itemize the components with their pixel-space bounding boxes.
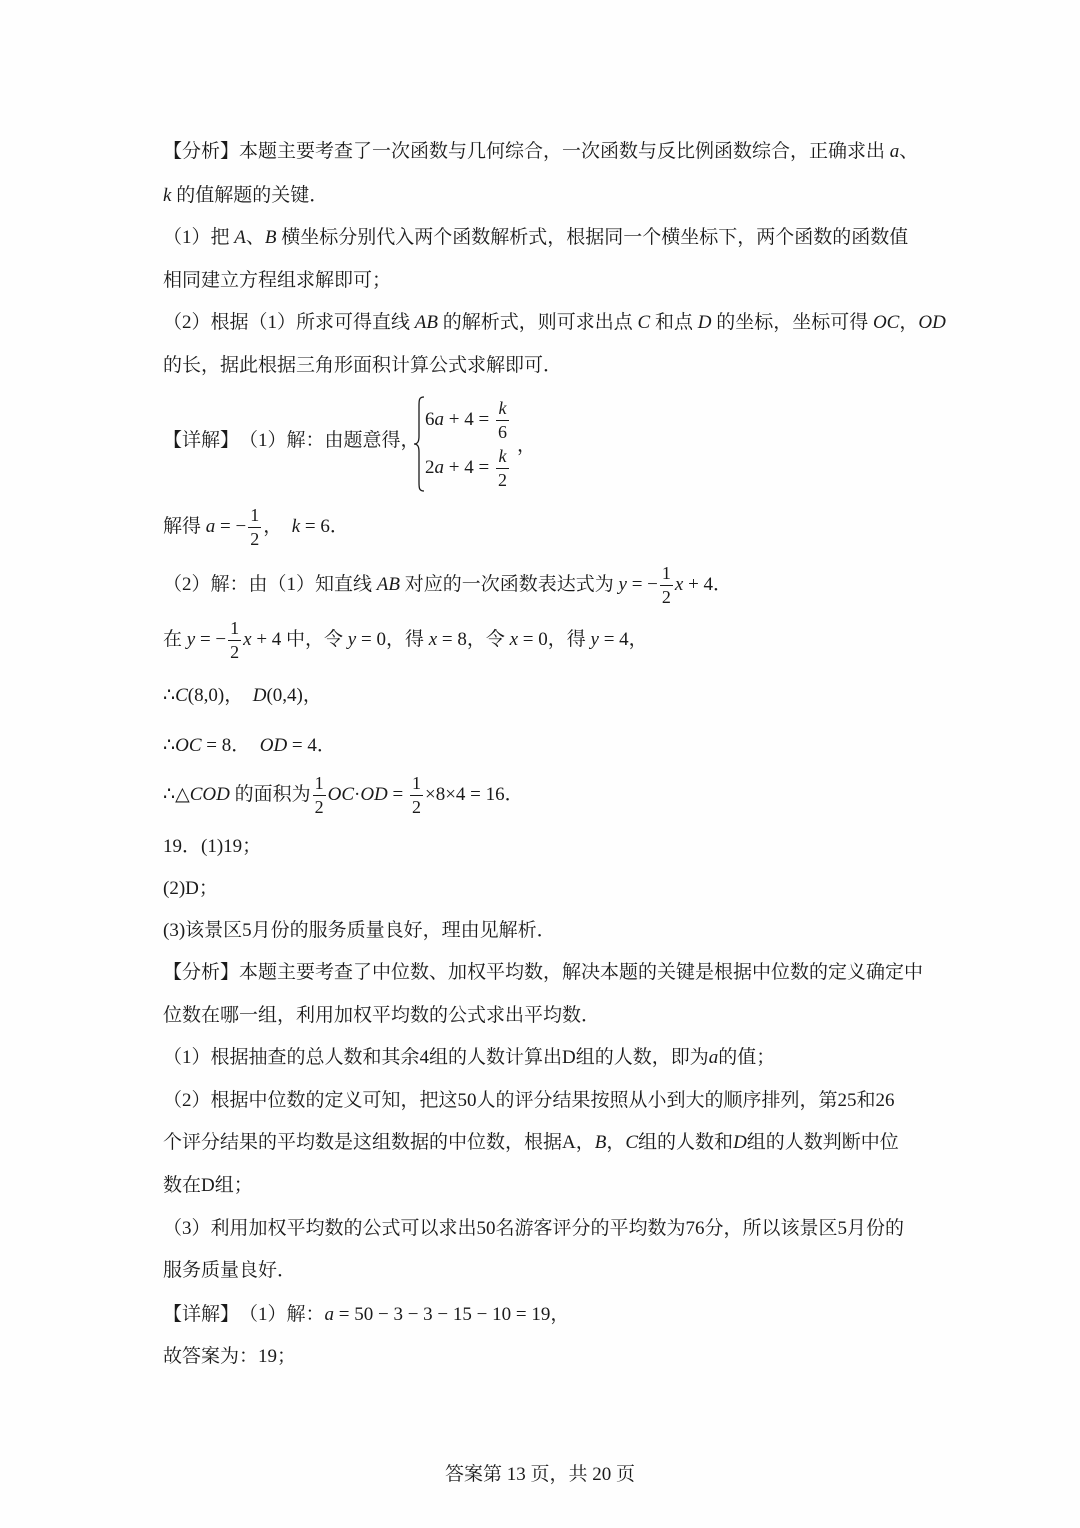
answer-text: 故答案为：19； xyxy=(163,1346,297,1367)
variable-AB: AB xyxy=(376,574,400,595)
detail-label: 【详解】 xyxy=(163,430,240,451)
coordinate-value: (0,4) xyxy=(266,685,303,706)
punctuation: 、 xyxy=(245,227,265,248)
answer-text: 19．(1)19； xyxy=(163,836,262,857)
analysis-label: 【分析】 xyxy=(163,962,240,983)
step-text: 个评分结果的平均数是这组数据的中位数，根据A， xyxy=(163,1132,595,1153)
fraction-numerator: 1 xyxy=(661,562,671,583)
variable-a: a xyxy=(324,1304,335,1325)
segment-OD: OD xyxy=(259,735,288,756)
detail-text: 在 xyxy=(163,629,187,650)
variable-y: y xyxy=(347,629,357,650)
fraction-one-half xyxy=(660,564,673,607)
step-text: 数在D组； xyxy=(163,1175,253,1196)
point-D: D xyxy=(252,685,267,706)
punctuation: ， xyxy=(516,435,536,456)
detail-text: = 0，得 xyxy=(518,629,591,650)
punctuation: ， xyxy=(302,685,322,706)
math-operator: = 8． xyxy=(201,735,260,756)
coordinate-value: (8,0) xyxy=(187,685,225,706)
detail-label: 【详解】 xyxy=(163,1304,240,1325)
math-operator: = − xyxy=(215,516,247,537)
variable-k: k xyxy=(163,185,172,206)
fraction-denominator: 2 xyxy=(661,586,671,607)
step-text: 相同建立方程组求解即可； xyxy=(163,270,392,291)
variable-y: y xyxy=(186,629,196,650)
variable-k: k xyxy=(291,516,301,537)
punctuation: ， xyxy=(263,516,292,537)
step-text: 组的人数和 xyxy=(638,1132,734,1153)
left-brace-icon xyxy=(413,396,425,492)
step-text: 的坐标，坐标可得 xyxy=(711,312,873,333)
point-C: C xyxy=(175,685,188,706)
coefficient: 2 xyxy=(425,457,435,478)
detail-text: = 0，得 xyxy=(356,629,429,650)
q18-detail-area xyxy=(163,770,524,820)
detail-text: （2）解：由（1）知直线 xyxy=(163,574,377,595)
fraction-denominator: 2 xyxy=(497,469,507,490)
q18-detail-step2-line-1 xyxy=(163,560,732,610)
fraction-numerator: k xyxy=(498,445,507,466)
math-operator: = 4． xyxy=(287,735,336,756)
equation-system xyxy=(413,396,536,492)
fraction-numerator: 1 xyxy=(250,504,260,525)
analysis-label: 【分析】 xyxy=(163,141,240,162)
variable-OD: OD xyxy=(918,312,946,333)
triangle-COD: COD xyxy=(189,784,230,805)
equation-row-1 xyxy=(425,396,511,444)
step-text: 的长，据此根据三角形面积计算公式求解即可． xyxy=(163,355,563,376)
punctuation: 、 xyxy=(899,141,919,162)
analysis-text: 本题主要考查了中位数、加权平均数，解决本题的关键是根据中位数的定义确定中 xyxy=(239,962,924,983)
q18-detail-coordinates xyxy=(163,671,322,721)
analysis-text: 位数在哪一组，利用加权平均数的公式求出平均数． xyxy=(163,1005,601,1026)
detail-text: （1）解：由题意得， xyxy=(239,430,420,451)
variable-x: x xyxy=(243,629,252,650)
fraction-denominator: 2 xyxy=(412,796,421,817)
detail-text: （1）解： xyxy=(239,1304,325,1325)
answer-text: (2)D； xyxy=(163,878,218,899)
punctuation: ， xyxy=(224,685,253,706)
segment-OC: OC xyxy=(175,735,202,756)
detail-text: 对应的一次函数表达式为 xyxy=(399,574,619,595)
fraction-numerator: 1 xyxy=(314,772,324,793)
therefore-triangle-symbol: ∴△ xyxy=(163,784,190,805)
q18-analysis-line-1 xyxy=(163,127,918,177)
group-C: C xyxy=(625,1132,639,1153)
math-expression: = 50 − 3 − 3 − 15 − 10 = 19， xyxy=(334,1304,570,1325)
step-text: 的值； xyxy=(718,1047,776,1068)
therefore-symbol: ∴ xyxy=(163,685,176,706)
variable-x: x xyxy=(674,574,684,595)
q19-analysis-step3-line-2 xyxy=(163,1246,296,1296)
step-text: 横坐标分别代入两个函数解析式，根据同一个横坐标下，两个函数的函数值 xyxy=(276,227,909,248)
detail-text: + 4 中，令 xyxy=(251,629,348,650)
fraction-k-over-6 xyxy=(496,399,509,442)
page-number: 答案第 13 页，共 20 页 xyxy=(444,1464,635,1485)
q18-analysis-step2-line-2 xyxy=(163,341,562,391)
variable-a: a xyxy=(434,457,444,478)
variable-C: C xyxy=(637,312,651,333)
step-text: （1）根据抽查的总人数和其余4组的人数计算出D组的人数，即为 xyxy=(163,1047,709,1068)
step-text: （2）根据（1）所求可得直线 xyxy=(163,312,415,333)
fraction-one-half xyxy=(228,619,241,662)
step-text: （2）根据中位数的定义可知，把这50人的评分结果按照从小到大的顺序排列，第25和26 xyxy=(163,1090,895,1111)
math-operator: = 6． xyxy=(300,516,349,537)
variable-a: a xyxy=(889,141,900,162)
variable-OC: OC xyxy=(872,312,900,333)
variable-y: y xyxy=(590,629,599,650)
fraction-numerator: k xyxy=(498,397,507,418)
fraction-denominator: 2 xyxy=(250,528,260,549)
variable-B: B xyxy=(264,227,277,248)
q19-detail-answer xyxy=(163,1332,296,1382)
group-D: D xyxy=(733,1132,747,1153)
step-text: 服务质量良好． xyxy=(163,1260,297,1281)
math-operator: · xyxy=(354,784,361,805)
detail-text: 解得 xyxy=(163,516,206,537)
segment-OC: OC xyxy=(327,784,354,805)
q19-analysis-step2-line-2 xyxy=(163,1118,899,1168)
variable-A: A xyxy=(234,227,246,248)
fraction-one-half xyxy=(313,774,326,817)
detail-text: = 8，令 xyxy=(437,629,510,650)
step-text: 组的人数判断中位 xyxy=(746,1132,899,1153)
fraction-numerator: 1 xyxy=(412,772,421,793)
detail-text: 的面积为 xyxy=(229,784,311,805)
fraction-denominator: 6 xyxy=(497,421,507,442)
punctuation: ， xyxy=(606,1132,626,1153)
variable-AB: AB xyxy=(414,312,438,333)
math-operator: + 4． xyxy=(683,574,733,595)
coefficient: 6 xyxy=(425,409,435,430)
variable-x: x xyxy=(428,629,438,650)
fraction-numerator: 1 xyxy=(230,617,240,638)
step-text: 和点 xyxy=(650,312,698,333)
page-footer xyxy=(0,1450,1080,1500)
math-operator: = xyxy=(387,784,408,805)
fraction-one-half xyxy=(410,774,423,817)
equation-rest: + 4 = xyxy=(444,457,494,478)
math-operator: = − xyxy=(626,574,658,595)
variable-x: x xyxy=(509,629,519,650)
equation-rest: + 4 = xyxy=(444,409,494,430)
group-B: B xyxy=(594,1132,607,1153)
detail-text: = 4， xyxy=(598,629,648,650)
q18-detail-solution xyxy=(163,502,349,552)
equation-rows xyxy=(425,396,511,492)
punctuation: ， xyxy=(899,312,919,333)
variable-a: a xyxy=(434,409,444,430)
equation-row-2 xyxy=(425,444,511,492)
variable-a: a xyxy=(708,1047,719,1068)
answer-text: (3)该景区5月份的服务质量良好，理由见解析． xyxy=(163,920,556,941)
analysis-text: 的值解题的关键． xyxy=(171,185,329,206)
segment-OD: OD xyxy=(360,784,388,805)
variable-y: y xyxy=(618,574,627,595)
math-operator: = − xyxy=(195,629,227,650)
step-text: （3）利用加权平均数的公式可以求出50名游客评分的平均数为76分，所以该景区5月份的 xyxy=(163,1218,905,1239)
math-operator: ×8×4 = 16． xyxy=(425,784,524,805)
fraction-one-half xyxy=(248,506,261,549)
step-text: （1）把 xyxy=(163,227,235,248)
variable-D: D xyxy=(697,312,712,333)
q18-detail-line-1 xyxy=(163,416,420,466)
analysis-text: 本题主要考查了一次函数与几何综合，一次函数与反比例函数综合，正确求出 xyxy=(239,141,890,162)
q18-detail-substitution xyxy=(163,615,648,665)
therefore-symbol: ∴ xyxy=(163,735,176,756)
fraction-k-over-2 xyxy=(496,447,509,490)
variable-a: a xyxy=(205,516,216,537)
fraction-denominator: 2 xyxy=(230,641,240,662)
fraction-denominator: 2 xyxy=(314,796,324,817)
q18-detail-lengths xyxy=(163,721,336,771)
step-text: 的解析式，则可求出点 xyxy=(437,312,638,333)
